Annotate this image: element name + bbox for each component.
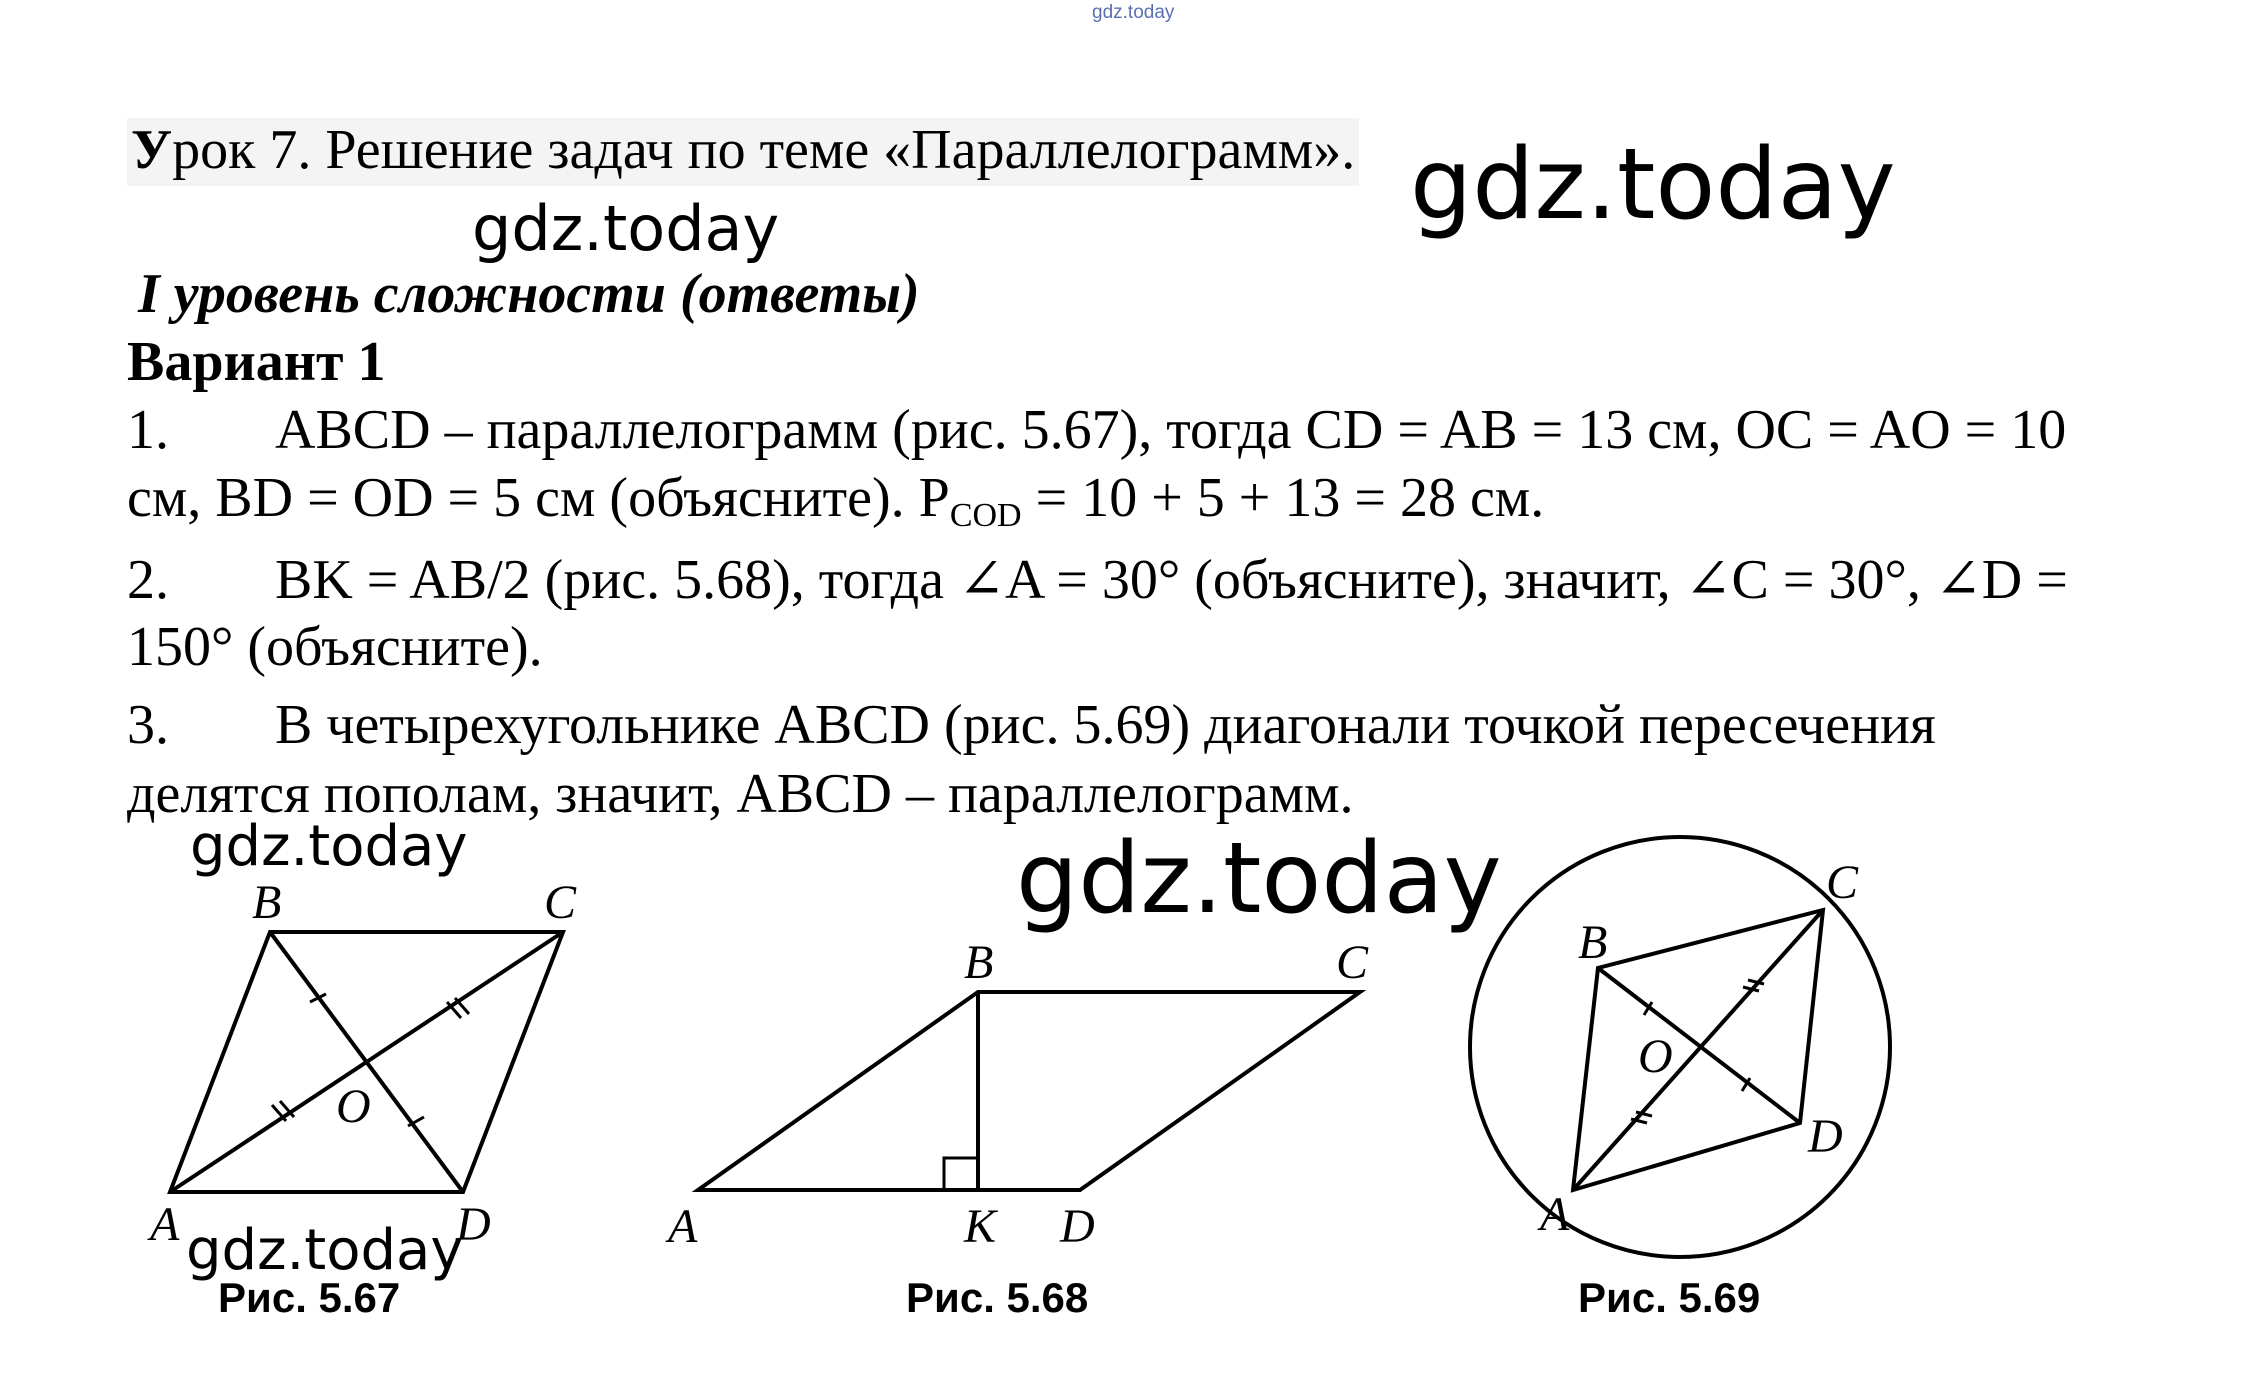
fig2-label-d: D xyxy=(1060,1200,1095,1253)
problem-1-subscript: COD xyxy=(949,497,1022,534)
problem-3-text: В четырехугольнике ABCD (рис. 5.69) диагонали точкой пересечения xyxy=(275,694,1936,756)
caption-fig-5-68: Рис. 5.68 xyxy=(906,1274,1089,1321)
watermark-bottom: gdz.today xyxy=(186,1218,464,1283)
fig1-label-a: A xyxy=(150,1198,180,1251)
fig1-label-c: C xyxy=(544,876,577,929)
fig1-label-o: O xyxy=(336,1080,371,1133)
parallelogram-abcd-2 xyxy=(698,992,1360,1190)
diagonal-bd xyxy=(270,932,463,1192)
diagonal-bd-2 xyxy=(1598,968,1800,1123)
fig2-label-c: C xyxy=(1336,936,1369,989)
caption-fig-5-67: Рис. 5.67 xyxy=(218,1274,401,1321)
fig3-label-a: A xyxy=(1540,1188,1570,1241)
title-first-letter: У xyxy=(131,119,173,181)
right-angle-mark xyxy=(944,1158,978,1190)
figure-5-68 xyxy=(698,992,1360,1190)
watermark-large: gdz.today xyxy=(1410,128,1896,242)
watermark-large-2: gdz.today xyxy=(1016,822,1502,936)
problem-1-text-2a: см, BD = OD = 5 см (объясните). P xyxy=(127,467,950,529)
problem-1-number: 1. xyxy=(127,399,169,461)
problem-1-text-2b: = 10 + 5 + 13 = 28 см. xyxy=(1021,467,1545,529)
watermark-medium: gdz.today xyxy=(472,192,780,265)
caption-fig-5-69: Рис. 5.69 xyxy=(1578,1274,1761,1321)
fig1-label-b: B xyxy=(252,876,282,929)
problem-2-number: 2. xyxy=(127,549,169,611)
problem-3-line-2: делятся пополам, значит, ABCD – параллелограмм. xyxy=(127,763,1354,825)
problem-1-text: ABCD – параллелограмм (рис. 5.67), тогда CD = AB = 13 см, OC = AO = 10 xyxy=(275,399,2067,461)
fig3-label-b: B xyxy=(1578,916,1608,969)
watermark-small: gdz.today xyxy=(190,814,468,879)
title-text: рок 7. Решение задач по теме «Параллелограмм». xyxy=(172,119,1356,181)
fig3-label-d: D xyxy=(1808,1110,1843,1163)
fig1-label-d: D xyxy=(456,1198,491,1251)
fig2-label-b: B xyxy=(964,936,994,989)
problem-2-text: BK = AB/2 (рис. 5.68), тогда ∠A = 30° (объясните), значит, ∠C = 30°, ∠D = xyxy=(275,549,2068,611)
difficulty-level-heading: I уровень сложности (ответы) xyxy=(138,263,920,325)
figure-5-67 xyxy=(170,932,563,1192)
fig3-label-o: O xyxy=(1638,1030,1673,1083)
fig3-label-c: C xyxy=(1826,856,1859,909)
top-watermark: gdz.today xyxy=(1092,2,1175,23)
problem-2-line-2: 150° (объясните). xyxy=(127,616,543,678)
problem-3-number: 3. xyxy=(127,694,169,756)
variant-heading: Вариант 1 xyxy=(127,331,386,393)
fig2-label-a: A xyxy=(668,1200,698,1253)
fig2-label-k: K xyxy=(964,1200,997,1253)
diagonal-ac-2 xyxy=(1573,910,1823,1190)
